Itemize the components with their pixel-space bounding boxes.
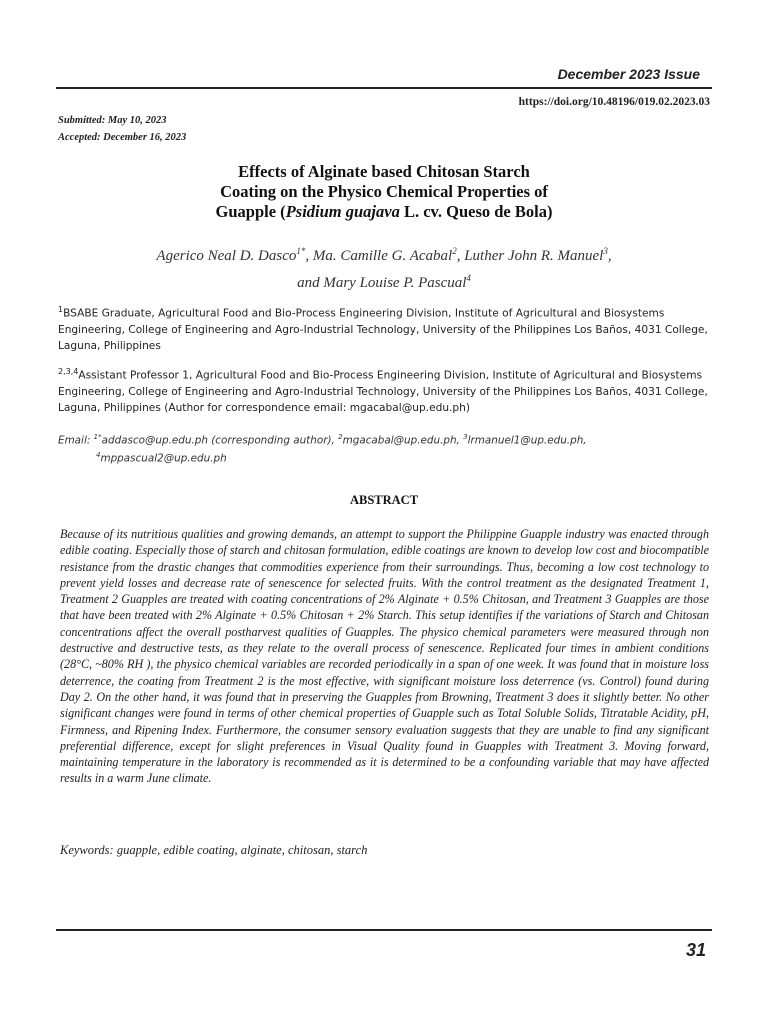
author-3: , Luther John R. Manuel (456, 248, 604, 264)
author-2: , Ma. Camille G. Acabal (305, 248, 453, 264)
email-4[interactable]: mppascual2@up.edu.ph (100, 452, 227, 465)
title-species-name: Psidium guajava (285, 202, 400, 221)
page-number: 31 (685, 940, 706, 960)
email-1-sup: 1* (93, 433, 102, 441)
email-label: Email: (58, 434, 94, 447)
email-3-sup: 3 (463, 433, 468, 441)
author-3-tail: , (607, 248, 612, 264)
email-line-2 (58, 448, 710, 466)
email-3[interactable]: lrmanuel1@up.edu.ph, (467, 434, 587, 447)
header-rule (56, 87, 712, 89)
submission-dates (58, 112, 186, 146)
affiliation-2-sup: 2,3,4 (58, 367, 79, 376)
email-1[interactable]: addasco@up.edu.ph (corresponding author), (101, 434, 339, 447)
title-line-3-post: L. cv. Queso de Bola) (399, 202, 553, 221)
abstract-text: Because of its nutritious qualities and growing demands, an attempt to support the Philippine Guapple industry was enacted through edible coating. Especially those of starch and chitosan formulation, edible coatings are known to develop low cost and biocompatible resistance from the drastic changes that commodities experience from their surroundings. Thus, becoming a low cost technology to prevent yield losses and decrease rate of senescence for selected fruits. With the control treatment as the designated Treatment 1, Treatment 2 Guapples are treated with coating concentrations of 2% Alginate + 0.5% Chitosan, and Treatment 3 Guapples are those that have been treated with 2% Alginate + 0.5% Chitosan + 2% Starch. This setup identifies if the variations of Starch and Chitosan concentrations affect the overall postharvest qualities of Guapples. The physico chemical parameters were measured through non destructive and destructive tests, as they relate to the overall process of senescence. Replicated four times in ambient conditions (28°C, ~80% RH ), the physico chemical variables are recorded periodically in a span of one week. It was found that in moisture loss deterrence, the coating from Treatment 2 is the most effective, with significant moisture loss deterrence (vs. Control) found during Day 2. On the other hand, it was found that in preserving the Guapples from Browning, Treatment 3 does it slightly better. No other significant changes were found in terms of other chemical properties of Guapple such as Total Soluble Solids, Titratable Acidity, pH, Firmness, and Ripening Index. Furthermore, the consumer sensory evaluation suggests that they are unable to find any significant preferential difference, except for slight preferences in Visual Quality found in Guapples with Treatment 3. Moving forward, maintaining temperature in the laboratory is recommended as it is determined to be a confounding variable that may have affected results in a warm June climate. (60, 527, 709, 786)
affiliation-2-text: Assistant Professor 1, Agricultural Food and Bio-Process Engineering Division, Institute of Agricultural and Biosystems Engineering, College of Engineering and Agro-Industrial Technology, University of the Philippines Los Baños, 4031 College, Laguna, Philippines (Author for correspondence email: mgacabal@up.edu.ph) (58, 369, 708, 414)
author-1: Agerico Neal D. Dasco (156, 248, 297, 264)
title-line-3-pre: Guapple ( (215, 202, 286, 221)
issue-label: December 2023 Issue (557, 66, 700, 82)
author-line-2 (80, 267, 688, 294)
email-2-sup: 2 (338, 433, 343, 441)
author-list (80, 240, 688, 294)
author-4-sup: 4 (466, 273, 471, 283)
title-line-1: Effects of Alginate based Chitosan Starch (238, 162, 530, 181)
title-line-2: Coating on the Physico Chemical Properties of (220, 182, 548, 201)
email-block (58, 430, 710, 467)
accepted-date: Accepted: December 16, 2023 (58, 132, 187, 143)
author-1-sup: 1* (296, 246, 306, 256)
author-4: and Mary Louise P. Pascual (297, 275, 467, 291)
affiliation-1 (58, 302, 710, 354)
abstract-heading: ABSTRACT (349, 493, 419, 507)
affiliation-1-sup: 1 (58, 305, 64, 314)
submitted-date: Submitted: May 10, 2023 (58, 115, 167, 126)
author-line-1 (80, 240, 688, 267)
keywords: Keywords: guapple, edible coating, alginate, chitosan, starch (60, 843, 368, 857)
email-2[interactable]: mgacabal@up.edu.ph, (342, 434, 464, 447)
email-4-sup: 4 (96, 451, 101, 460)
title-line-3 (110, 202, 658, 222)
doi-link[interactable]: https://doi.org/10.48196/019.02.2023.03 (518, 96, 710, 108)
paper-title (110, 162, 658, 222)
footer-rule (56, 929, 712, 931)
author-3-sup: 3 (603, 246, 608, 256)
author-2-sup: 2 (452, 246, 457, 256)
affiliation-2 (58, 364, 710, 416)
affiliation-1-text: BSABE Graduate, Agricultural Food and Bio-Process Engineering Division, Institute of Agricultural and Biosystems Engineering, College of Engineering and Agro-Industrial Technology, University of the Philippines Los Baños, 4031 College, Laguna, Philippines (58, 307, 708, 352)
